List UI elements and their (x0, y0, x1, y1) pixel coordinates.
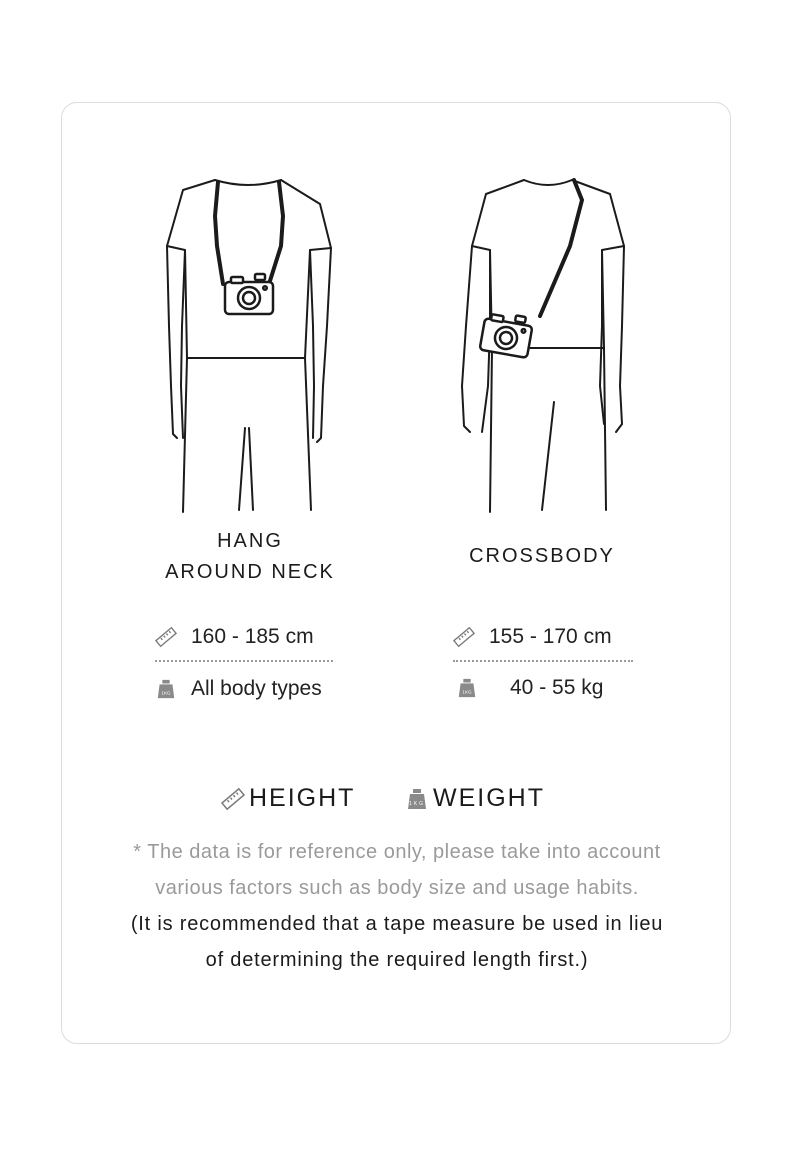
legend-weight (405, 784, 545, 813)
weight-icon (456, 677, 478, 699)
legend-height-label: HEIGHT (249, 784, 356, 812)
reference-note-line: various factors such as body size and usage habits. (155, 877, 639, 899)
recommendation-note-line: (It is recommended that a tape measure be used in lieu (130, 913, 664, 935)
weight-icon (405, 787, 429, 811)
ruler-icon (221, 787, 245, 811)
style-title-crossbody: CROSSBODY (469, 545, 615, 567)
reference-note-line: * The data is for reference only, please take into account (133, 841, 661, 863)
weight-icon (155, 678, 177, 700)
legend-weight-label: WEIGHT (433, 784, 545, 812)
ruler-icon (155, 626, 177, 648)
height-range-value: 155 - 170 cm (489, 625, 612, 648)
crossbody-illustration (450, 176, 640, 516)
height-range-value: 160 - 185 cm (191, 625, 314, 648)
spec-height-crossbody (453, 622, 612, 652)
dotted-divider (453, 660, 633, 662)
svg-text:1KG: 1KG (161, 690, 171, 696)
style-title-hang-around-neck: HANG AROUND NECK (165, 530, 335, 583)
spec-weight-hang (155, 674, 322, 704)
svg-text:1KG: 1KG (462, 689, 472, 695)
spec-height-hang (155, 622, 314, 652)
recommendation-note-line: of determining the required length first.) (205, 949, 589, 971)
dotted-divider (155, 660, 333, 662)
spec-weight-crossbody (456, 673, 603, 703)
legend-height (221, 784, 355, 813)
svg-text:1KG: 1KG (408, 800, 426, 807)
ruler-icon (453, 626, 475, 648)
reference-note (62, 834, 732, 906)
recommendation-note (62, 906, 732, 978)
hang-around-neck-illustration (155, 176, 345, 516)
weight-range-value: All body types (191, 677, 322, 700)
weight-range-value: 40 - 55 kg (510, 676, 604, 699)
